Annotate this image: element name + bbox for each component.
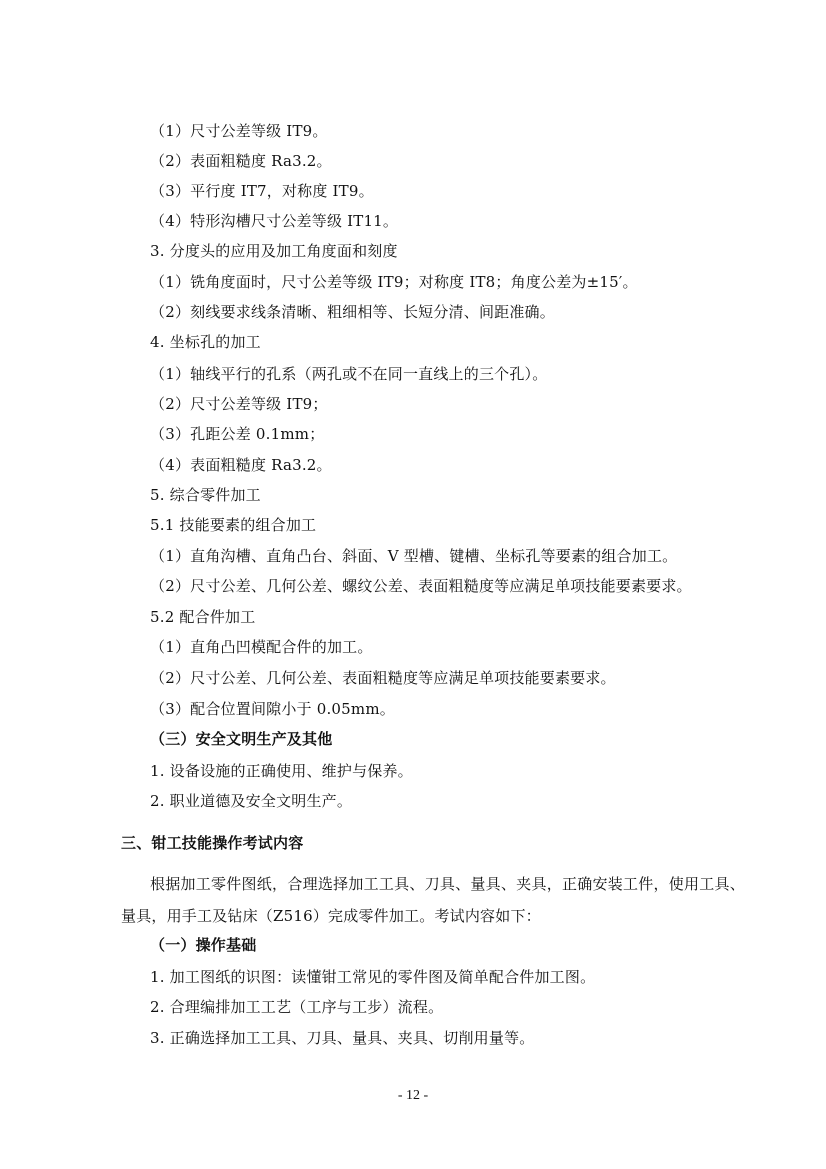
body-paragraph: 根据加工零件图纸，合理选择加工工具、刀具、量具、夹具，正确安装工件，使用工具、量具，用手工及钻床（Z516）完成零件加工。考试内容如下： [121,875,745,925]
list-item: 2. 合理编排加工工艺（工序与工步）流程。 [150,998,444,1016]
section-heading: 4. 坐标孔的加工 [150,333,261,351]
list-item: （2）刻线要求线条清晰、粗细相等、长短分清、间距准确。 [150,303,555,321]
list-item: （2）尺寸公差、几何公差、螺纹公差、表面粗糙度等应满足单项技能要素要求。 [150,577,692,595]
list-item: （1）轴线平行的孔系（两孔或不在同一直线上的三个孔）。 [150,365,548,383]
section-heading-bold: （三）安全文明生产及其他 [150,730,333,748]
subsection-heading: 5.2 配合件加工 [150,608,256,626]
list-item: （1）直角凸凹模配合件的加工。 [150,638,373,656]
subsection-heading: 5.1 技能要素的组合加工 [150,516,317,534]
list-item: （2）尺寸公差等级 IT9； [150,395,328,413]
list-item: （2）表面粗糙度 Ra3.2。 [150,152,332,170]
section-heading: 5. 综合零件加工 [150,486,261,504]
list-item: 3. 正确选择加工工具、刀具、量具、夹具、切削用量等。 [150,1029,535,1047]
list-item: （1）铣角度面时，尺寸公差等级 IT9；对称度 IT8；角度公差为±15′。 [150,273,638,291]
list-item: 2. 职业道德及安全文明生产。 [150,792,353,810]
list-item: （3）配合位置间隙小于 0.05mm。 [150,700,395,718]
list-item: （2）尺寸公差、几何公差、表面粗糙度等应满足单项技能要素要求。 [150,669,616,687]
list-item: （1）直角沟槽、直角凸台、斜面、V 型槽、键槽、坐标孔等要素的组合加工。 [150,547,678,565]
page-number: - 12 - [397,1088,429,1103]
chapter-heading: 三、钳工技能操作考试内容 [121,834,304,852]
list-item: （3）平行度 IT7，对称度 IT9。 [150,182,374,200]
list-item: 1. 设备设施的正确使用、维护与保养。 [150,762,413,780]
list-item: （1）尺寸公差等级 IT9。 [150,122,328,140]
list-item: （3）孔距公差 0.1mm； [150,425,325,443]
section-heading: 3. 分度头的应用及加工角度面和刻度 [150,242,398,260]
list-item: （4）表面粗糙度 Ra3.2。 [150,456,332,474]
list-item: （4）特形沟槽尺寸公差等级 IT11。 [150,212,399,230]
list-item: 1. 加工图纸的识图：读懂钳工常见的零件图及简单配合件加工图。 [150,968,596,986]
section-heading-bold: （一）操作基础 [150,936,257,954]
